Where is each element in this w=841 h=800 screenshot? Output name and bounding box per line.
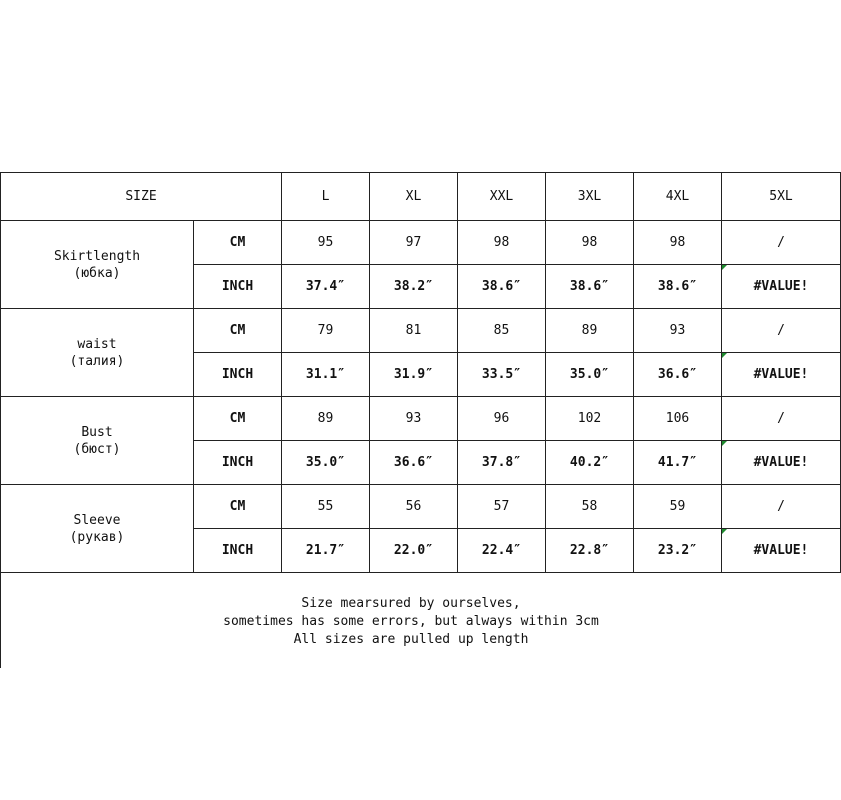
value-cell: 38.6″ (546, 265, 634, 309)
size-col-header: L (282, 173, 370, 221)
value-cell: 31.1″ (282, 353, 370, 397)
measure-name: Sleeve (73, 512, 121, 528)
measure-name-cell (1, 397, 194, 485)
value-cell: 96 (458, 397, 546, 441)
value-cell: 31.9″ (370, 353, 458, 397)
measure-name: Skirtlength (53, 248, 141, 264)
error-value-cell (722, 529, 841, 573)
error-value: #VALUE! (753, 279, 809, 294)
value-cell: 98 (458, 221, 546, 265)
size-col-header: XL (370, 173, 458, 221)
size-col-header: 3XL (546, 173, 634, 221)
measure-name-cell (1, 485, 194, 573)
value-cell: / (722, 221, 841, 265)
value-cell: 85 (458, 309, 546, 353)
value-cell: 36.6″ (370, 441, 458, 485)
size-col-header: 4XL (634, 173, 722, 221)
error-flag-icon (722, 353, 727, 358)
error-flag-icon (722, 529, 727, 534)
unit-label-inch: INCH (194, 529, 282, 573)
unit-label-cm: CM (194, 485, 282, 529)
value-cell: / (722, 309, 841, 353)
value-cell: 23.2″ (634, 529, 722, 573)
value-cell: 79 (282, 309, 370, 353)
note-line: sometimes has some errors, but always within 3cm (223, 614, 599, 629)
unit-label-inch: INCH (194, 265, 282, 309)
value-cell: 57 (458, 485, 546, 529)
value-cell: 38.6″ (458, 265, 546, 309)
measure-name-ru: (бюст) (73, 441, 121, 457)
note-line: All sizes are pulled up length (293, 632, 529, 647)
value-cell: 97 (370, 221, 458, 265)
measure-name-ru: (юбка) (73, 265, 121, 281)
table-row (1, 221, 841, 265)
note-line: Size mearsured by ourselves, (301, 596, 521, 611)
size-col-header: XXL (458, 173, 546, 221)
value-cell: 106 (634, 397, 722, 441)
value-cell: 89 (546, 309, 634, 353)
value-cell: 35.0″ (546, 353, 634, 397)
measure-name: waist (77, 336, 117, 352)
unit-label-cm: CM (194, 309, 282, 353)
value-cell: 93 (634, 309, 722, 353)
unit-label-cm: CM (194, 221, 282, 265)
error-flag-icon (722, 441, 727, 446)
table-row (1, 397, 841, 441)
unit-label-inch: INCH (194, 353, 282, 397)
value-cell: 22.8″ (546, 529, 634, 573)
value-cell: 36.6″ (634, 353, 722, 397)
error-value: #VALUE! (753, 367, 809, 382)
error-value-cell (722, 265, 841, 309)
value-cell: 89 (282, 397, 370, 441)
measure-name-ru: (рукав) (69, 529, 125, 545)
value-cell: 21.7″ (282, 529, 370, 573)
value-cell: / (722, 485, 841, 529)
error-flag-icon (722, 265, 727, 270)
measure-name: Bust (81, 424, 113, 440)
value-cell: 22.0″ (370, 529, 458, 573)
unit-label-inch: INCH (194, 441, 282, 485)
value-cell: 37.8″ (458, 441, 546, 485)
error-value-cell (722, 353, 841, 397)
value-cell: 40.2″ (546, 441, 634, 485)
value-cell: 95 (282, 221, 370, 265)
size-chart-sheet (0, 172, 809, 668)
size-note (0, 572, 820, 668)
header-row (1, 173, 841, 221)
value-cell: 38.6″ (634, 265, 722, 309)
value-cell: 38.2″ (370, 265, 458, 309)
error-value-cell (722, 441, 841, 485)
measure-name-cell (1, 309, 194, 397)
value-cell: 22.4″ (458, 529, 546, 573)
value-cell: 58 (546, 485, 634, 529)
value-cell: 93 (370, 397, 458, 441)
size-table (0, 172, 841, 573)
value-cell: 35.0″ (282, 441, 370, 485)
value-cell: 37.4″ (282, 265, 370, 309)
size-col-header: 5XL (722, 173, 841, 221)
value-cell: 98 (546, 221, 634, 265)
size-note-text (1, 595, 821, 649)
value-cell: 41.7″ (634, 441, 722, 485)
value-cell: 81 (370, 309, 458, 353)
value-cell: 59 (634, 485, 722, 529)
value-cell: 55 (282, 485, 370, 529)
value-cell: / (722, 397, 841, 441)
error-value: #VALUE! (753, 455, 809, 470)
measure-name-ru: (талия) (69, 353, 125, 369)
error-value: #VALUE! (753, 543, 809, 558)
table-row (1, 485, 841, 529)
size-header-cell: SIZE (1, 173, 282, 221)
table-row (1, 309, 841, 353)
value-cell: 102 (546, 397, 634, 441)
value-cell: 33.5″ (458, 353, 546, 397)
value-cell: 56 (370, 485, 458, 529)
unit-label-cm: CM (194, 397, 282, 441)
value-cell: 98 (634, 221, 722, 265)
measure-name-cell (1, 221, 194, 309)
